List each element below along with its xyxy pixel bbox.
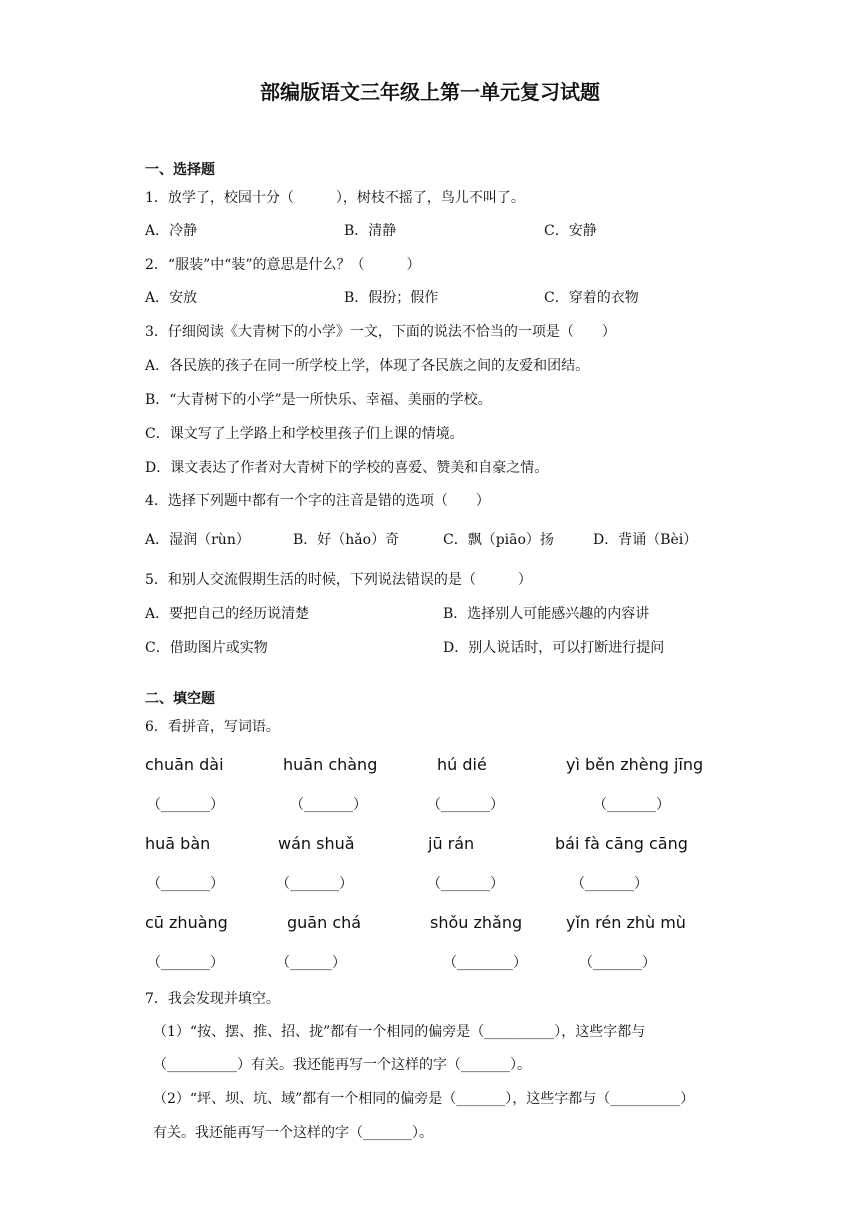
question-7-part-2-line-2: 有关。我还能再写一个这样的字（_______）。 xyxy=(153,1125,433,1141)
question-4-option-a[interactable]: A．湿润（rùn） xyxy=(145,532,250,548)
pinyin-item: guān chá xyxy=(287,913,362,932)
answer-blank[interactable]: （_______） xyxy=(571,876,648,892)
question-3-option-d[interactable]: D．课文表达了作者对大青树下的学校的喜爱、赞美和自豪之情。 xyxy=(145,460,549,476)
pinyin-item: chuān dài xyxy=(145,755,224,774)
answer-blank[interactable]: （_______） xyxy=(290,797,367,813)
question-7-part-1-line-1: （1）“按、摆、推、招、拢”都有一个相同的偏旁是（__________），这些字都与 xyxy=(153,1024,646,1040)
question-3-option-b[interactable]: B．“大青树下的小学”是一所快乐、幸福、美丽的学校。 xyxy=(145,392,492,408)
question-4-stem: 4．选择下列题中都有一个字的注音是错的选项（ ） xyxy=(145,493,490,509)
question-5-stem: 5．和别人交流假期生活的时候，下列说法错误的是（ ） xyxy=(145,572,532,588)
question-7-stem: 7．我会发现并填空。 xyxy=(145,991,280,1007)
answer-blank[interactable]: （________） xyxy=(443,955,527,971)
question-1-option-c[interactable]: C．安静 xyxy=(544,223,597,239)
pinyin-item: huā bàn xyxy=(145,834,211,853)
question-7-part-2-line-1: （2）“坪、坝、坑、域”都有一个相同的偏旁是（_______），这些字都与（__________） xyxy=(153,1091,695,1107)
question-3-option-c[interactable]: C．课文写了上学路上和学校里孩子们上课的情境。 xyxy=(145,426,464,442)
question-2-stem: 2．“服装”中“装”的意思是什么？（ ） xyxy=(145,257,421,273)
question-1-option-b[interactable]: B．清静 xyxy=(344,223,397,239)
pinyin-item: yǐn rén zhù mù xyxy=(566,913,686,932)
pinyin-item: yì běn zhèng jīng xyxy=(566,755,704,774)
question-2-option-c[interactable]: C．穿着的衣物 xyxy=(544,290,639,306)
section-heading-fill: 二、填空题 xyxy=(145,691,215,707)
answer-blank[interactable]: （_______） xyxy=(593,797,670,813)
answer-blank[interactable]: （_______） xyxy=(147,876,224,892)
question-7-part-1-line-2: （__________）有关。我还能再写一个这样的字（_______）。 xyxy=(153,1057,531,1073)
page-title: 部编版语文三年级上第一单元复习试题 xyxy=(260,80,600,104)
question-5-option-a[interactable]: A．要把自己的经历说清楚 xyxy=(145,606,310,622)
question-2-option-b[interactable]: B．假扮；假作 xyxy=(344,290,439,306)
question-4-option-b[interactable]: B．好（hǎo）奇 xyxy=(293,532,400,548)
pinyin-item: hú dié xyxy=(437,755,487,774)
question-1-option-a[interactable]: A．冷静 xyxy=(145,223,198,239)
question-3-stem: 3．仔细阅读《大青树下的小学》一文，下面的说法不恰当的一项是（ ） xyxy=(145,324,616,340)
answer-blank[interactable]: （______） xyxy=(276,955,346,971)
pinyin-item: huān chàng xyxy=(283,755,378,774)
answer-blank[interactable]: （_______） xyxy=(427,797,504,813)
pinyin-item: cū zhuàng xyxy=(145,913,228,932)
question-5-option-d[interactable]: D．别人说话时，可以打断进行提问 xyxy=(443,640,665,656)
answer-blank[interactable]: （_______） xyxy=(579,955,656,971)
question-5-option-c[interactable]: C．借助图片或实物 xyxy=(145,640,268,656)
question-1-stem: 1．放学了，校园十分（ ），树枝不摇了，鸟儿不叫了。 xyxy=(145,190,525,206)
answer-blank[interactable]: （_______） xyxy=(147,797,224,813)
question-4-option-c[interactable]: C．飘（piāo）扬 xyxy=(443,532,554,548)
question-6-stem: 6．看拼音，写词语。 xyxy=(145,719,280,735)
question-4-option-d[interactable]: D．背诵（Bèi） xyxy=(593,532,698,548)
pinyin-item: jū rán xyxy=(428,834,475,853)
answer-blank[interactable]: （_______） xyxy=(427,876,504,892)
answer-blank[interactable]: （_______） xyxy=(147,955,224,971)
question-5-option-b[interactable]: B．选择别人可能感兴趣的内容讲 xyxy=(443,606,650,622)
question-2-option-a[interactable]: A．安放 xyxy=(145,290,198,306)
question-3-option-a[interactable]: A．各民族的孩子在同一所学校上学，体现了各民族之间的友爱和团结。 xyxy=(145,358,590,374)
pinyin-item: shǒu zhǎng xyxy=(430,913,523,932)
pinyin-item: bái fà cāng cāng xyxy=(555,834,688,853)
section-heading-choice: 一、选择题 xyxy=(145,162,215,178)
answer-blank[interactable]: （_______） xyxy=(276,876,353,892)
pinyin-item: wán shuǎ xyxy=(278,834,355,853)
